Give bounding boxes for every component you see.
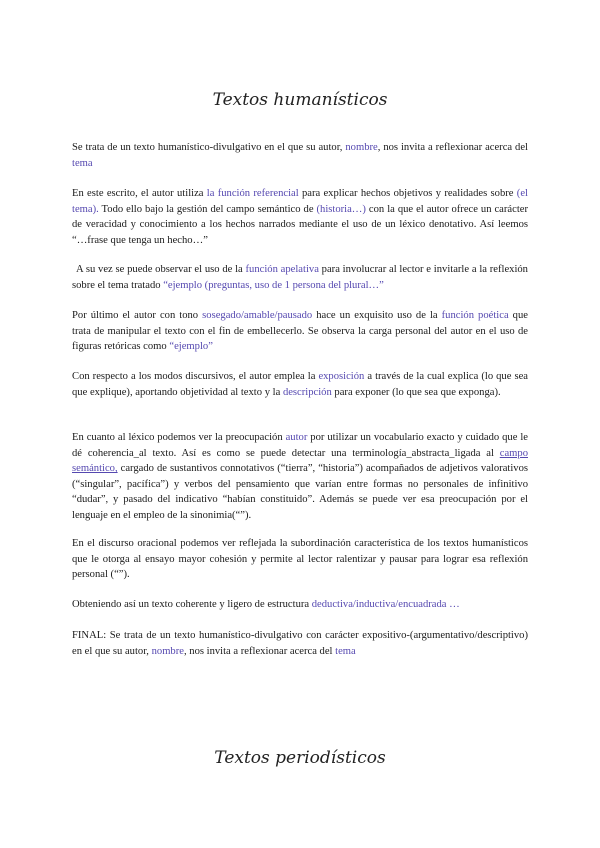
paragraph-final: [72, 628, 528, 659]
placeholder-highlight: descripción: [282, 386, 332, 398]
paragraph-modos-discursivos: [72, 369, 528, 400]
text: , nos invita a reflexionar acerca del: [183, 645, 336, 657]
text: FINAL: Se trata de un texto humanístico-divulgativo con carácter expositivo-(argumentativo/descriptivo) en el que su autor,: [72, 630, 528, 657]
placeholder-highlight: tema: [335, 645, 356, 657]
placeholder-highlight: deductiva/inductiva/encuadrada …: [311, 599, 460, 610]
text: A su vez se puede observar el uso de la: [76, 264, 246, 275]
placeholder-highlight: tema: [72, 157, 93, 169]
text: Por último el autor con tono: [72, 310, 203, 321]
paragraph-estructura: [72, 597, 528, 613]
paragraph-intro: [72, 140, 528, 171]
text: Obteniendo así un texto coherente y ligero de estructura: [72, 599, 312, 610]
text: Con respecto a los modos discursivos, el autor emplea la: [72, 371, 319, 382]
text: En cuanto al léxico podemos ver la preocupación: [72, 432, 286, 443]
paragraph-funcion-poetica: [72, 308, 528, 355]
paragraph-funcion-referencial: [72, 186, 528, 248]
text: con la que el autor ofrece un carácter de veracidad y conocimiento a los hechos narrados mediante el uso de un léxico denotativo. Así leemos “…frase que tenga un hecho…”: [72, 203, 528, 246]
text: cargado de sustantivos connotativos (“tierra”, “historia”) acompañados de adjetivos valorativos (“singular”, pacífica”) y verbos del pensamiento que varían entre formas no personales de infinitivo “dudar”, y pasado del indicativo “habían constituido”. Además se puede ver esa preocupación por el lenguaje en el empleo de la sinonimia(“”).: [72, 463, 528, 521]
text: por utilizar un vocabulario exacto y cuidado que le dé coherencia_al texto. Así es como se puede detectar una terminología_abstracta_ligada al: [72, 432, 528, 459]
placeholder-highlight: “ejemplo (preguntas, uso de 1 persona del plural…”: [163, 279, 384, 291]
text: En este escrito, el autor utiliza: [72, 188, 207, 199]
placeholder-highlight: (historia…): [316, 203, 366, 215]
placeholder-highlight: campo semántico,: [72, 447, 528, 475]
placeholder-highlight: nombre: [151, 645, 184, 657]
placeholder-highlight: autor: [285, 432, 308, 443]
placeholder-highlight: “ejemplo”: [169, 341, 213, 353]
text: , nos invita a reflexionar acerca del: [377, 142, 528, 153]
paragraph-discurso-oracional: [72, 536, 528, 583]
text: hace un exquisito uso de la: [312, 310, 442, 321]
text: Se trata de un texto humanístico-divulgativo en el que su autor,: [72, 142, 346, 153]
text: Todo ello bajo la gestión del campo semántico de: [98, 203, 317, 215]
placeholder-highlight: (el tema).: [72, 188, 528, 215]
placeholder-highlight: la función referencial: [206, 188, 299, 199]
text: que trata de manipular el texto con el fin de embellecerlo. Se observa la carga personal del autor en el uso de figuras retóricas como: [72, 310, 528, 353]
text: para exponer (lo que sea que exponga).: [331, 386, 501, 398]
text: para explicar hechos objetivos y realidades sobre: [298, 188, 517, 199]
placeholder-highlight: función poética: [441, 310, 509, 321]
paragraph-funcion-apelativa: [72, 262, 528, 293]
section-title-humanisticos: Textos humanísticos: [212, 90, 388, 110]
placeholder-highlight: función apelativa: [245, 264, 319, 275]
text: para involucrar al lector e invitarle a la reflexión sobre el tema tratado: [72, 264, 528, 291]
placeholder-highlight: sosegado/amable/pausado: [202, 310, 313, 321]
placeholder-highlight: nombre: [345, 142, 378, 153]
section-title-periodisticos: Textos periodísticos: [214, 748, 386, 768]
text: a través de la cual explica (lo que sea que explique), aportando objetividad al texto y la: [72, 371, 528, 398]
text: En el discurso oracional podemos ver reflejada la subordinación característica de los textos humanísticos que le otorga al ensayo mayor cohesión y permite al lector ralentizar y pausar para lograr esa reflexión personal (“”).: [72, 538, 528, 581]
placeholder-highlight: exposición: [318, 371, 365, 382]
paragraph-lexico: [72, 430, 528, 524]
